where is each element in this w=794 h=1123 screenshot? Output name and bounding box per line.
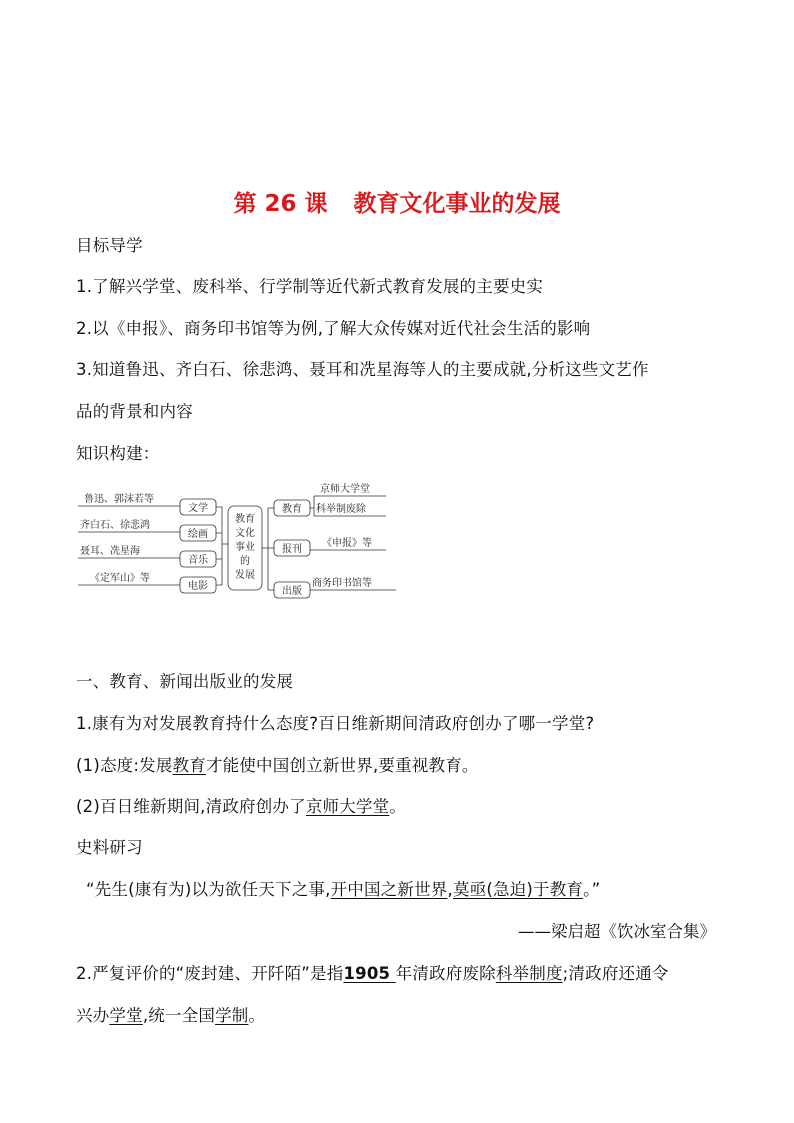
answer-1-underline: 教育 — [172, 756, 206, 775]
center-line-3: 事业 — [235, 542, 255, 553]
knowledge-heading: 知识构建： — [76, 444, 160, 463]
q2-line2-pre: 兴办 — [76, 1006, 110, 1025]
q2-post: 。 — [248, 1006, 266, 1025]
left-bracket — [216, 507, 228, 585]
source-heading: 史料研习 — [76, 838, 143, 857]
goal-item-2: 2.以《申报》、商务印书馆等为例,了解大众传媒对近代社会生活的影响 — [76, 319, 591, 338]
q2-mid3: ,统一全国 — [142, 1006, 216, 1025]
left-person-4: 《定军山》等 — [90, 573, 150, 584]
field-film: 电影 — [188, 581, 208, 592]
center-line-2: 文化 — [235, 528, 255, 539]
answer-2-post: 。 — [389, 797, 407, 816]
field-press: 报刊 — [282, 544, 302, 555]
answer-1 — [76, 752, 479, 776]
goal-item-3-cont: 品的背景和内容 — [76, 402, 193, 421]
lesson-title — [0, 185, 794, 218]
answer-2-pre: (2)百日维新期间,清政府创办了 — [76, 797, 306, 816]
center-line-4: 的 — [240, 556, 250, 567]
field-painting: 绘画 — [188, 529, 208, 540]
quote-pre: “先生(康有为)以为欲任天下之事, — [86, 880, 331, 899]
education-item-1: 京师大学堂 — [320, 484, 370, 495]
question-1: 1.康有为对发展教育持什么态度?百日维新期间清政府创办了哪一学堂? — [76, 714, 595, 733]
question-2-line-1 — [76, 960, 669, 984]
press-item-1: 《申报》等 — [322, 538, 372, 549]
lesson-number: 第 26 课 — [233, 191, 328, 217]
left-person-3: 聂耳、冼星海 — [80, 546, 140, 557]
question-2-line-2 — [76, 1002, 265, 1026]
education-item-2: 科举制废除 — [316, 504, 366, 515]
answer-1-pre: (1)态度:发展 — [76, 756, 173, 775]
quote-mid: , — [447, 880, 453, 899]
field-literature: 文学 — [188, 503, 208, 514]
lesson-name: 教育文化事业的发展 — [353, 191, 561, 217]
answer-2 — [76, 793, 406, 817]
field-education: 教育 — [282, 504, 302, 515]
center-line-1: 教育 — [235, 514, 255, 525]
left-person-2: 齐白石、徐悲鸿 — [80, 520, 150, 531]
quote-post: 。” — [583, 880, 601, 899]
quote-underline-1: 开中国之新世界 — [330, 880, 448, 899]
center-line-5: 发展 — [235, 570, 255, 581]
q2-pre: 2.严复评价的“废封建、开阡陌”是指 — [76, 964, 344, 983]
left-person-1: 鲁迅、郭沫若等 — [84, 494, 154, 505]
q2-underline-3: 学制 — [215, 1006, 249, 1025]
q2-underline-2: 学堂 — [109, 1006, 143, 1025]
knowledge-diagram-svg — [76, 478, 406, 606]
publishing-item-1: 商务印书馆等 — [312, 578, 372, 589]
q2-mid1: 年清政府废除 — [395, 964, 496, 983]
answer-1-post: 才能使中国创立新世界,要重视教育。 — [205, 756, 479, 775]
answer-2-underline: 京师大学堂 — [305, 797, 390, 816]
knowledge-diagram — [76, 478, 406, 606]
right-bracket — [262, 508, 274, 590]
source-citation: ——梁启超《饮冰室合集》 — [518, 922, 716, 941]
field-publishing: 出版 — [282, 586, 302, 597]
quote-underline-2: 莫亟(急迫)于教育 — [452, 880, 584, 899]
q2-mid2: ;清政府还通令 — [562, 964, 669, 983]
field-music: 音乐 — [188, 555, 208, 566]
q2-underline-1: 科举制度 — [495, 964, 563, 983]
source-quote — [86, 876, 600, 900]
goals-heading: 目标导学 — [76, 236, 143, 255]
goal-item-1: 1.了解兴学堂、废科举、行学制等近代新式教育发展的主要史实 — [76, 277, 544, 296]
q2-year: 1905 — [343, 964, 391, 983]
goal-item-3: 3.知道鲁迅、齐白石、徐悲鸿、聂耳和冼星海等人的主要成就,分析这些文艺作 — [76, 360, 649, 379]
section1-heading: 一、教育、新闻出版业的发展 — [76, 672, 294, 691]
